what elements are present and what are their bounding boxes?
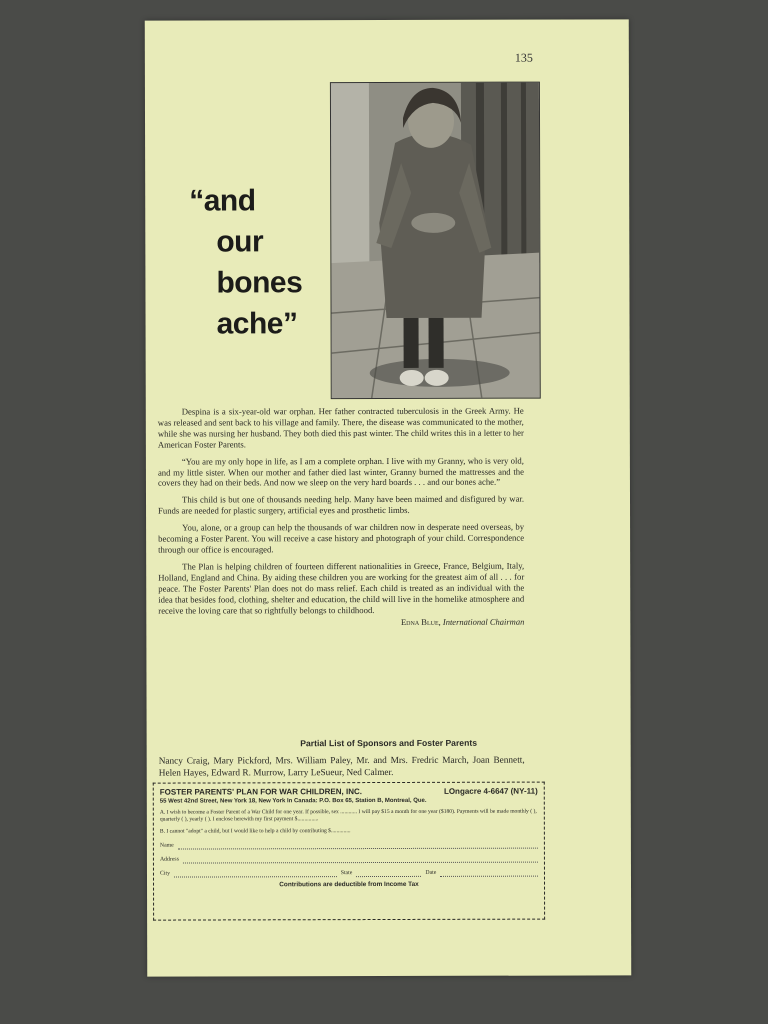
sponsors-heading: Partial List of Sponsors and Foster Parents [300,737,477,749]
tax-deductible-note: Contributions are deductible from Income Tax [279,880,419,889]
headline-line-3: bones [216,266,303,300]
city-label: City [159,870,170,877]
city-line[interactable] [174,870,337,877]
name-label: Name [159,842,174,849]
sponsors-list: Nancy Craig, Mary Pickford, Mrs. William Paley, Mr. and Mrs. Fredric March, Joan Bennett, Helen Hayes, Edward R. Murrow, Larry LeSueur, Ned Calmer. [158,755,525,779]
signature-title: International Chairman [442,617,525,628]
headline-line-1: “and [189,184,256,218]
orphan-girl-photo [330,82,541,400]
paragraph: The Plan is helping children of fourteen different nationalities in Greece, France, Belgium, Italy, Holland, England and China. By aiding these children you are working for the greatest aim of all . . . for peace. The Foster Parents' Plan does not do mass relief. Each child is treated as an individual with the idea that besides food, clothing, shelter and education, the child will live in the homelike atmosphere and receive the loving care that so rightfully belongs to childhood. [158,560,525,616]
city-state-date-row[interactable] [160,870,538,878]
signature [158,617,524,629]
magazine-page [145,19,632,976]
address-line[interactable] [183,856,538,864]
name-line[interactable] [178,842,538,850]
paragraph: You, alone, or a group can help the thousands of war children now in desperate need overseas, by becoming a Foster Parent. You will receive a case history and photograph of your child. Correspondence through our office is encouraged. [158,521,525,555]
headline-line-2: our [216,225,264,259]
headline-line-4: ache” [216,307,298,341]
organization-address: 55 West 42nd Street, New York 18, New York In Canada: P.O. Box 65, Station B, Montreal, Que. [159,797,427,805]
date-line[interactable] [440,870,538,877]
organization-name: FOSTER PARENTS' PLAN FOR WAR CHILDREN, INC. [159,787,362,797]
name-field[interactable] [160,842,538,850]
paragraph: “You are my only hope in life, as I am a complete orphan. I live with my Granny, who is very old, and my little sister. When our mother and father died last winter, Granny burned the mattresses and the covers they had on their beds. And now we sleep on the very hard boards . . . and our bones ache.” [157,455,524,489]
coupon-option-a: A. I wish to become a Foster Parent of a War Child for one year. If possible, sex ............ I will pay $15 a month for one year ($180). Payments will be made monthly ( ), quarterly ( ), yearly ( ). I enclose herewith my first payment $............... [159,808,537,823]
state-label: State [340,870,353,877]
coupon-header [160,787,538,797]
donation-coupon [153,782,545,921]
address-field[interactable] [160,856,538,864]
state-line[interactable] [356,870,421,877]
coupon-option-b: B. I cannot "adopt" a child, but I would like to help a child by contributing $.............. [159,828,351,835]
organization-phone: LOngacre 4-6647 (NY-11) [443,786,538,796]
signature-name: Edna Blue, [400,617,441,628]
photo-illustration [331,83,540,399]
paragraph: Despina is a six-year-old war orphan. Her father contracted tuberculosis in the Greek Army. He was released and sent back to his village and family. There, the disease was communicated to the mother, while she was nursing her husband. They both died this past winter. The child writes this in a letter to her American Foster Parents. [157,405,524,450]
paragraph: This child is but one of thousands needing help. Many have been maimed and disfigured by war. Funds are needed for plastic surgery, artificial eyes and prosthetic limbs. [158,493,525,516]
article-body [158,406,525,629]
address-label: Address [159,856,179,863]
headline [189,180,319,344]
date-label: Date [425,869,437,876]
page-number: 135 [514,50,533,65]
